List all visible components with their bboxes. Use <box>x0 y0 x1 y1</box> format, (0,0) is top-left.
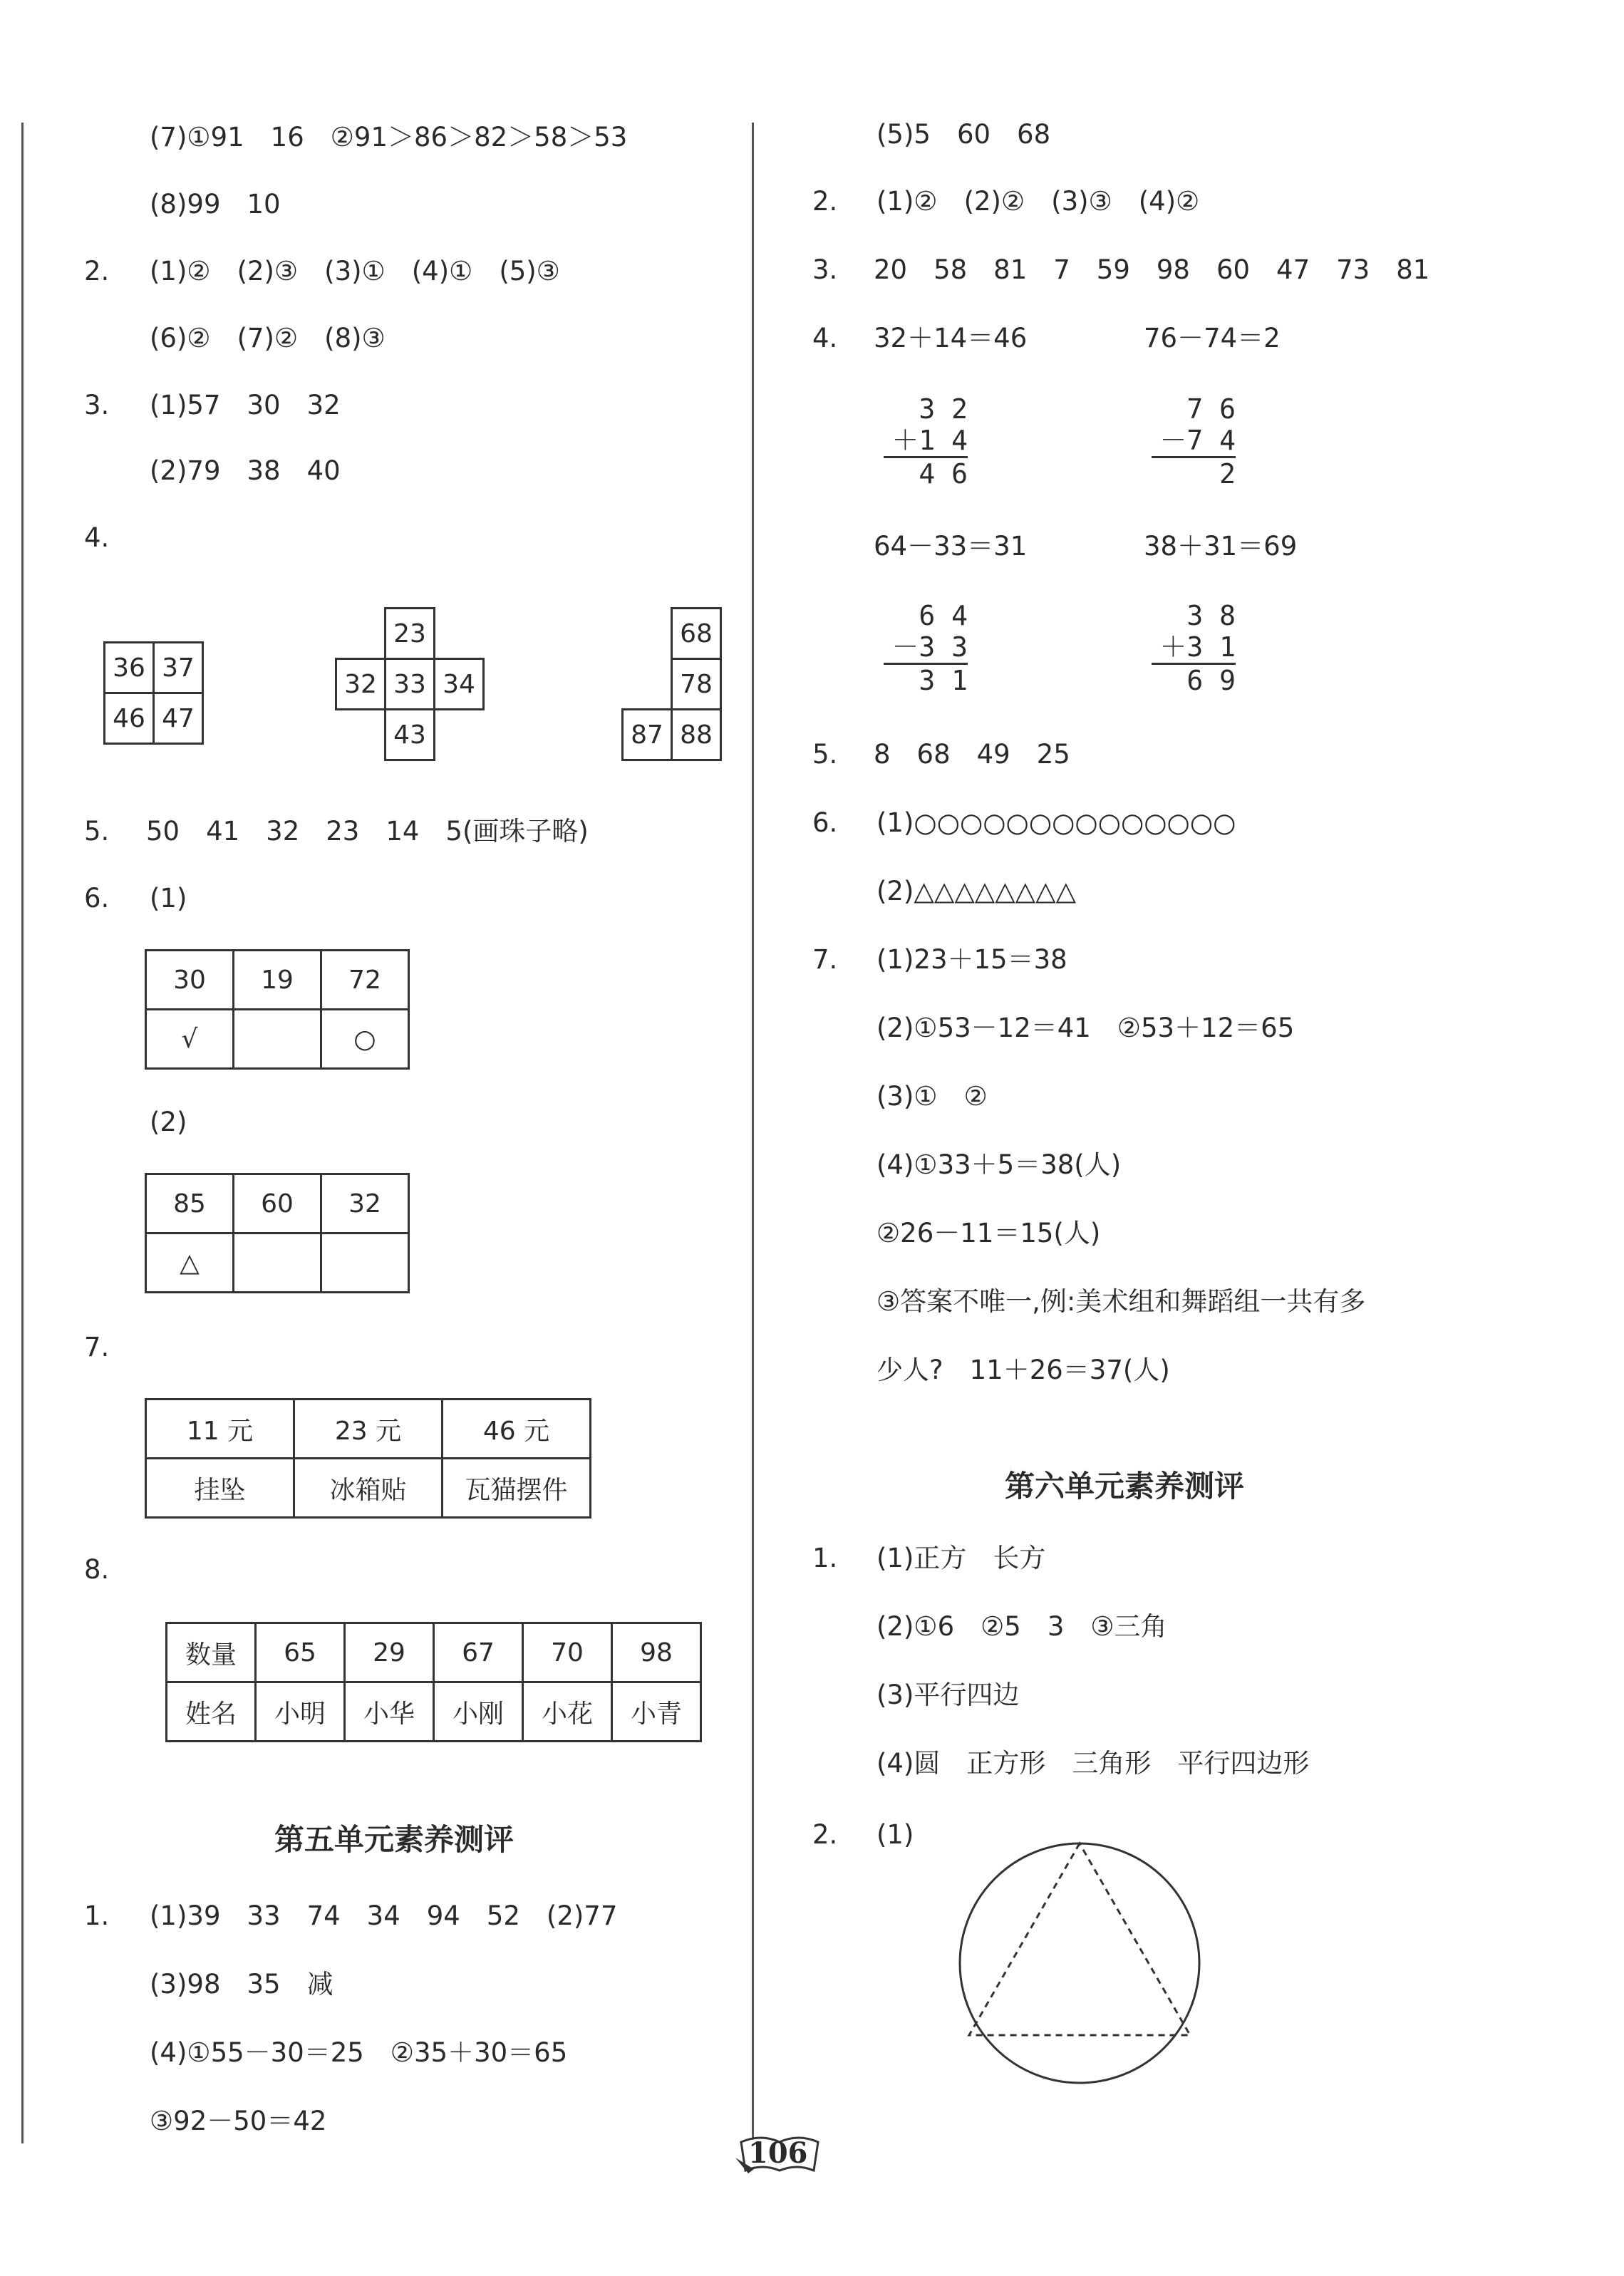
vertical-calc-4 <box>1154 600 1236 696</box>
r-q7-a: (1)23＋15＝38 <box>876 944 1067 975</box>
grid-cell: 88 <box>672 710 721 760</box>
r-q3-answers: 20 58 81 7 59 98 60 47 73 81 <box>874 254 1430 285</box>
table-cell <box>234 1010 321 1069</box>
table-cell: 冰箱贴 <box>294 1459 443 1518</box>
grid-cell: 46 <box>105 693 154 744</box>
q3-answers-a: (1)57 30 32 <box>150 390 341 420</box>
table-cell: √ <box>146 1010 234 1069</box>
grid-cell: 68 <box>672 609 721 659</box>
q6-part1-label: (1) <box>150 883 187 914</box>
table-cell: 11 元 <box>146 1400 294 1459</box>
table-cell: 小刚 <box>434 1682 523 1742</box>
left-margin-line <box>21 123 24 2143</box>
r-q2-number: 2. <box>812 186 838 217</box>
table-cell <box>234 1233 321 1293</box>
calc-row: －7 4 <box>1159 425 1236 456</box>
q8-table <box>165 1622 702 1742</box>
grid-cell: 23 <box>386 609 435 659</box>
table-cell: 70 <box>523 1623 612 1682</box>
table-cell: ○ <box>321 1010 409 1069</box>
u5-q1-d: ③92－50＝42 <box>150 2106 327 2136</box>
table-cell: 小华 <box>345 1682 434 1742</box>
answer-8: (8)99 10 <box>150 189 281 219</box>
calc-row: 3 2 <box>919 393 968 425</box>
r-q6-triangles: (2)△△△△△△△△ <box>876 876 1077 906</box>
table-cell: 姓名 <box>167 1682 256 1742</box>
q5-answers: 50 41 32 23 14 5(画珠子略) <box>146 816 589 847</box>
calc-row: 6 9 <box>1186 665 1236 696</box>
table-cell <box>321 1233 409 1293</box>
unit6-title: 第六单元素养测评 <box>1005 1469 1245 1504</box>
q6-number: 6. <box>84 883 110 914</box>
u6-q1-c: (3)平行四边 <box>876 1680 1020 1710</box>
grid-cell: 47 <box>154 693 203 744</box>
table-cell: 65 <box>256 1623 345 1682</box>
grid-cell: 33 <box>386 659 435 710</box>
u5-q1-a: (1)39 33 74 34 94 52 (2)77 <box>150 1900 618 1931</box>
calc-row: 2 <box>1219 458 1236 490</box>
grid-cell: 43 <box>386 710 435 760</box>
grid-cell: 34 <box>435 659 484 710</box>
table-cell: 30 <box>146 951 234 1010</box>
number-grid-c <box>621 607 722 761</box>
table-cell: 小明 <box>256 1682 345 1742</box>
calc-row: 6 4 <box>919 600 968 631</box>
calc-row: 7 6 <box>1186 393 1236 425</box>
table-cell: 数量 <box>167 1623 256 1682</box>
table-cell: 挂坠 <box>146 1459 294 1518</box>
q4-number: 4. <box>84 522 110 553</box>
grid-cell: 87 <box>623 710 672 760</box>
q2-number: 2. <box>84 256 110 286</box>
circle-triangle-figure <box>948 1831 1211 2095</box>
u6-q1-d: (4)圆 正方形 三角形 平行四边形 <box>876 1748 1310 1779</box>
vertical-calc-2 <box>1154 393 1236 490</box>
r-q7-b: (2)①53－12＝41 ②53＋12＝65 <box>876 1013 1295 1043</box>
grid-cell: 78 <box>672 659 721 710</box>
q7-table <box>145 1398 591 1519</box>
q5-number: 5. <box>84 816 110 847</box>
q6-table-2 <box>145 1173 410 1293</box>
r-q7-f: ③答案不唯一,例:美术组和舞蹈组一共有多 <box>876 1286 1366 1317</box>
q3-number: 3. <box>84 390 110 420</box>
u6-q1-a: (1)正方 长方 <box>876 1543 1046 1573</box>
q3-answers-b: (2)79 38 40 <box>150 455 341 486</box>
equation-2: 76－74＝2 <box>1144 323 1281 353</box>
r-q7-g: 少人? 11＋26＝37(人) <box>876 1355 1170 1385</box>
q2-answers-b: (6)② (7)② (8)③ <box>150 323 386 353</box>
calc-row: 3 8 <box>1186 600 1236 631</box>
vertical-calc-3 <box>886 600 968 696</box>
unit5-title: 第五单元素养测评 <box>274 1822 514 1857</box>
q8-number: 8. <box>84 1554 110 1585</box>
table-cell: 60 <box>234 1174 321 1233</box>
table-cell: 瓦猫摆件 <box>443 1459 591 1518</box>
calc-row: 3 1 <box>919 665 968 696</box>
u6-q2-number: 2. <box>812 1819 838 1850</box>
u5-q1-number: 1. <box>84 1900 110 1931</box>
number-grid-b <box>335 607 485 761</box>
column-divider <box>752 123 754 2143</box>
table-cell: 29 <box>345 1623 434 1682</box>
table-cell: 46 元 <box>443 1400 591 1459</box>
q7-number: 7. <box>84 1332 110 1362</box>
table-cell: 85 <box>146 1174 234 1233</box>
r-q5-number: 5. <box>812 739 838 770</box>
r-q7-number: 7. <box>812 944 838 975</box>
table-cell: 98 <box>612 1623 701 1682</box>
q6-table-1 <box>145 949 410 1070</box>
r-q6-circles: (1)○○○○○○○○○○○○○○ <box>876 807 1236 838</box>
r-q4-number: 4. <box>812 323 838 353</box>
table-cell: 小花 <box>523 1682 612 1742</box>
q6-part2-label: (2) <box>150 1107 187 1137</box>
equation-1: 32＋14＝46 <box>874 323 1028 353</box>
r-q7-c: (3)① ② <box>876 1081 988 1112</box>
grid-cell: 37 <box>154 643 203 693</box>
table-cell: 19 <box>234 951 321 1010</box>
calc-row: ＋1 4 <box>891 425 968 456</box>
page-number: 106 <box>748 2136 808 2170</box>
table-cell: △ <box>146 1233 234 1293</box>
grid-cell: 36 <box>105 643 154 693</box>
number-grid-a <box>103 641 204 745</box>
table-cell: 67 <box>434 1623 523 1682</box>
table-cell: 23 元 <box>294 1400 443 1459</box>
table-cell: 小青 <box>612 1682 701 1742</box>
r-answer-5: (5)5 60 68 <box>876 119 1051 150</box>
equation-3: 64－33＝31 <box>874 531 1028 562</box>
calc-row: 4 6 <box>919 458 968 490</box>
table-cell: 72 <box>321 951 409 1010</box>
r-q2-answers: (1)② (2)② (3)③ (4)② <box>876 186 1200 217</box>
grid-cell: 32 <box>336 659 386 710</box>
calc-row: ＋3 1 <box>1159 631 1236 663</box>
r-q5-answers: 8 68 49 25 <box>874 739 1070 770</box>
table-cell: 32 <box>321 1174 409 1233</box>
q2-answers-a: (1)② (2)③ (3)① (4)① (5)③ <box>150 256 560 286</box>
circle-shape <box>960 1843 1199 2083</box>
u6-q2-a: (1) <box>876 1819 914 1850</box>
u5-q1-b: (3)98 35 减 <box>150 1969 333 2000</box>
vertical-calc-1 <box>886 393 968 490</box>
answer-7: (7)①91 16 ②91＞86＞82＞58＞53 <box>150 122 628 152</box>
r-q3-number: 3. <box>812 254 838 285</box>
r-q7-d: (4)①33＋5＝38(人) <box>876 1149 1122 1180</box>
u6-q1-b: (2)①6 ②5 3 ③三角 <box>876 1611 1167 1642</box>
u5-q1-c: (4)①55－30＝25 ②35＋30＝65 <box>150 2037 568 2068</box>
page-number-badge <box>733 2129 825 2179</box>
equation-4: 38＋31＝69 <box>1144 531 1298 562</box>
r-q7-e: ②26－11＝15(人) <box>876 1218 1101 1248</box>
calc-row: －3 3 <box>891 631 968 663</box>
r-q6-number: 6. <box>812 807 838 838</box>
u6-q1-number: 1. <box>812 1543 838 1573</box>
